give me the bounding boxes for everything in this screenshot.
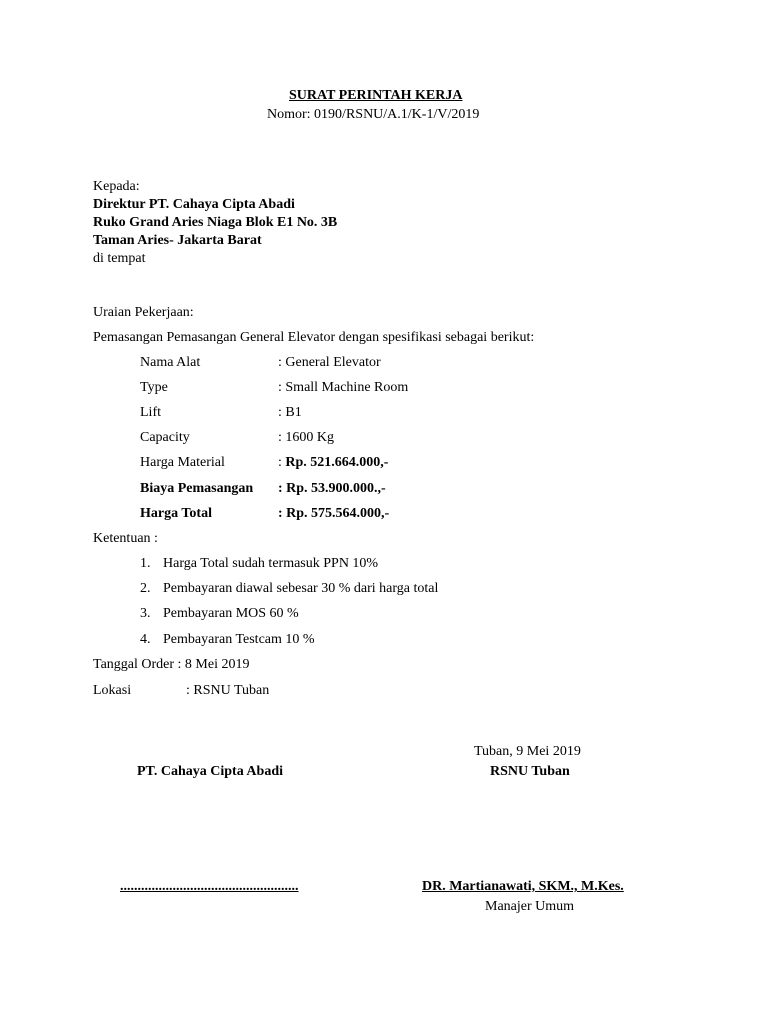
spec-label: Biaya Pemasangan — [140, 481, 254, 496]
term-number: 1. — [140, 556, 151, 571]
location-value: : RSNU Tuban — [186, 683, 270, 698]
recipient-line-2: Ruko Grand Aries Niaga Blok E1 No. 3B — [93, 215, 338, 230]
spec-label: Lift — [140, 405, 161, 420]
document-title: SURAT PERINTAH KERJA — [289, 88, 463, 103]
work-description: Pemasangan Pemasangan General Elevator dengan spesifikasi sebagai berikut: — [93, 330, 535, 345]
recipient-line-4: di tempat — [93, 251, 146, 266]
location-label: Lokasi — [93, 683, 132, 698]
work-heading: Uraian Pekerjaan: — [93, 305, 194, 320]
term-number: 3. — [140, 606, 151, 621]
spec-value-prefix: : — [278, 455, 286, 470]
recipient-greeting: Kepada: — [93, 179, 140, 194]
spec-label: Nama Alat — [140, 355, 201, 370]
terms-heading: Ketentuan : — [93, 531, 158, 546]
term-text: Pembayaran diawal sebesar 30 % dari harga total — [163, 581, 439, 596]
term-number: 4. — [140, 632, 151, 647]
left-organization: PT. Cahaya Cipta Abadi — [137, 764, 283, 779]
term-number: 2. — [140, 581, 151, 596]
spec-label: Capacity — [140, 430, 190, 445]
term-text: Pembayaran Testcam 10 % — [163, 632, 315, 647]
right-signatory-title: Manajer Umum — [485, 899, 575, 914]
document-number: Nomor: 0190/RSNU/A.1/K-1/V/2019 — [267, 107, 480, 122]
spec-value: : 1600 Kg — [278, 430, 334, 445]
order-date: Tanggal Order : 8 Mei 2019 — [93, 657, 250, 672]
right-signatory-name: DR. Martianawati, SKM., M.Kes. — [422, 879, 624, 894]
spec-label: Type — [140, 380, 168, 395]
spec-value: : Small Machine Room — [278, 380, 409, 395]
spec-value: : Rp. 575.564.000,- — [278, 506, 390, 521]
spec-label: Harga Total — [140, 506, 212, 521]
spec-label: Harga Material — [140, 455, 225, 470]
term-text: Pembayaran MOS 60 % — [163, 606, 299, 621]
spec-value: : Rp. 53.900.000.,- — [278, 481, 386, 496]
recipient-line-1: Direktur PT. Cahaya Cipta Abadi — [93, 197, 295, 212]
recipient-line-3: Taman Aries- Jakarta Barat — [93, 233, 262, 248]
place-date: Tuban, 9 Mei 2019 — [474, 744, 581, 759]
term-text: Harga Total sudah termasuk PPN 10% — [163, 556, 379, 571]
left-signature-line: ................................................... — [120, 879, 299, 894]
right-organization: RSNU Tuban — [490, 764, 570, 779]
spec-value-amount: Rp. 521.664.000,- — [285, 455, 389, 470]
spec-value: : B1 — [278, 405, 302, 420]
spec-value: : General Elevator — [278, 355, 381, 370]
spec-value — [278, 454, 388, 472]
